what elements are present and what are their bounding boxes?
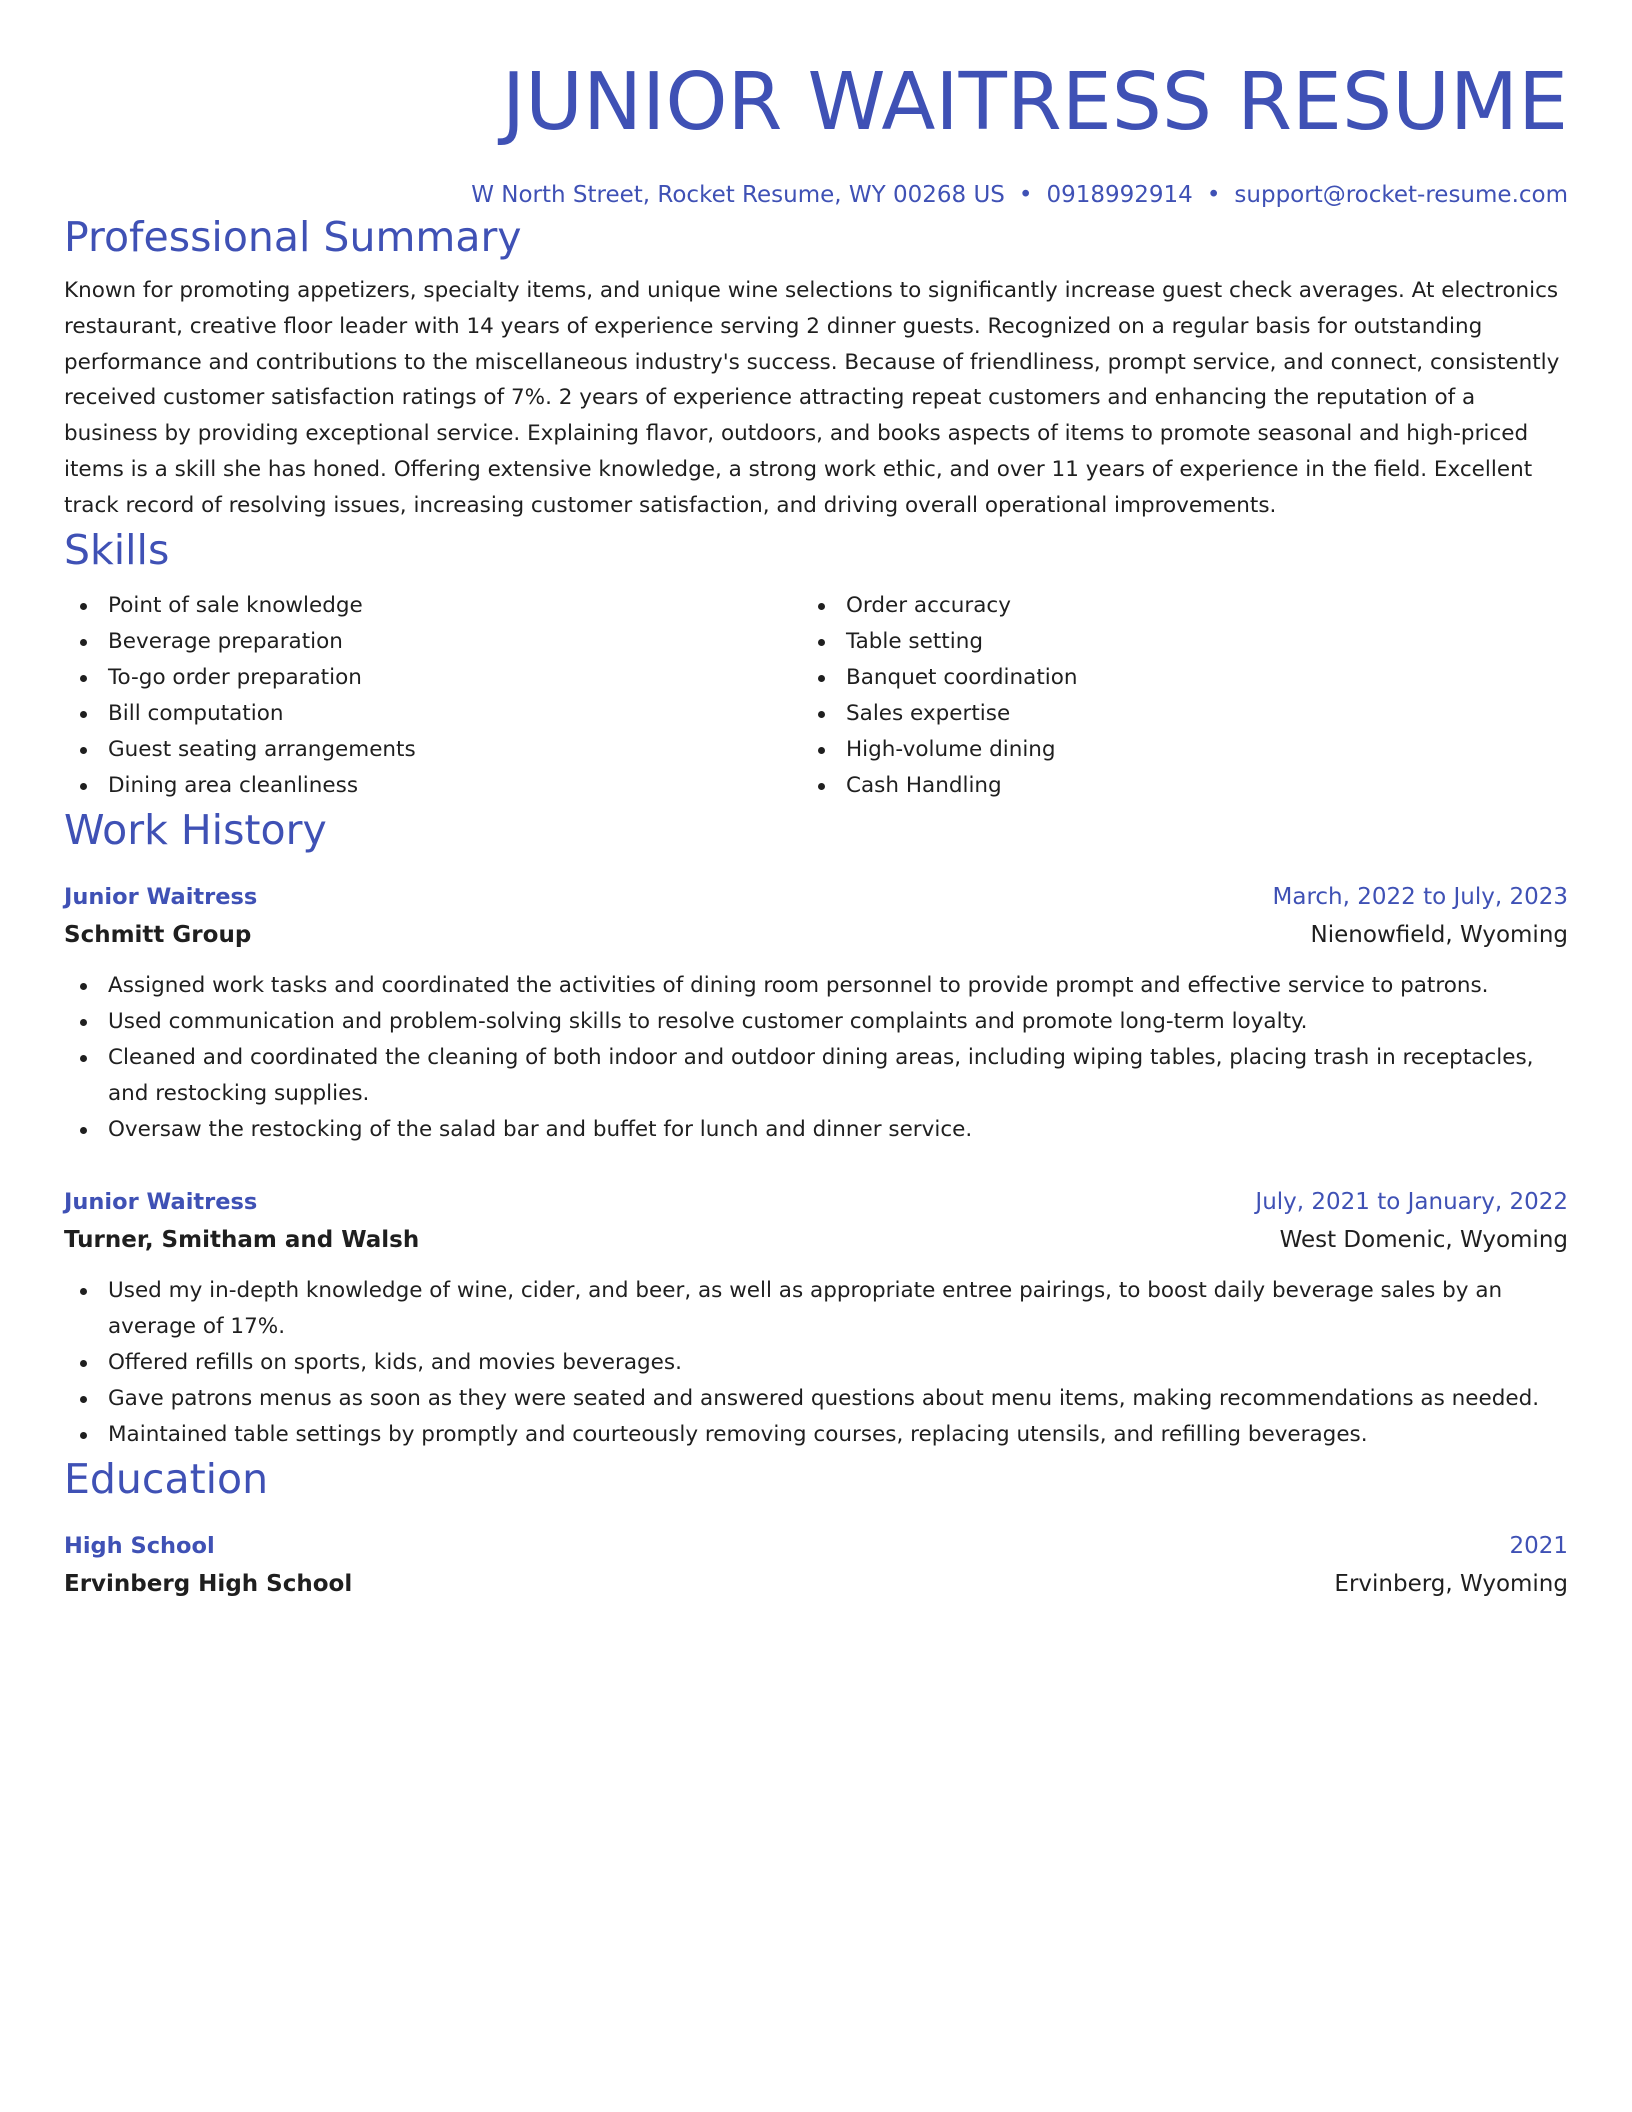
- education-subheader: [64, 1565, 1568, 1603]
- job-header: [64, 878, 1568, 916]
- skills-list: [64, 588, 1568, 804]
- education-entry: [64, 1527, 1568, 1603]
- duty-item: Cleaned and coordinated the cleaning of both indoor and outdoor dining areas, including wiping tables, placing trash in receptacles, and restocking supplies.: [64, 1040, 1568, 1112]
- job-duties: [64, 1273, 1568, 1453]
- duty-item: Oversaw the restocking of the salad bar and buffet for lunch and dinner service.: [64, 1112, 1568, 1148]
- education-header: [64, 1527, 1568, 1565]
- skill-item: Banquet coordination: [802, 660, 1078, 696]
- skill-item: Sales expertise: [802, 696, 1078, 732]
- contact-phone: 0918992914: [1046, 182, 1193, 208]
- job-subheader: [64, 916, 1568, 954]
- job-location: Nienowfield, Wyoming: [1310, 921, 1568, 948]
- contact-email: support@rocket-resume.com: [1234, 182, 1568, 208]
- duty-item: Maintained table settings by promptly and courteously removing courses, replacing utensils, and refilling beverages.: [64, 1417, 1568, 1453]
- job-dates: March, 2022 to July, 2023: [1272, 883, 1568, 910]
- skill-item: High-volume dining: [802, 732, 1078, 768]
- education-school: Ervinberg High School: [64, 1570, 353, 1597]
- contact-line: [64, 179, 1568, 211]
- skill-item: Table setting: [802, 624, 1078, 660]
- job-subheader: [64, 1221, 1568, 1259]
- job-entry: [64, 1183, 1568, 1453]
- skills-column-left: [64, 588, 802, 804]
- education-heading: Education: [64, 1454, 269, 1503]
- summary-heading: Professional Summary: [64, 213, 522, 261]
- skill-item: Beverage preparation: [64, 624, 802, 660]
- job-header: [64, 1183, 1568, 1221]
- job-location: West Domenic, Wyoming: [1279, 1226, 1568, 1253]
- skill-item: Point of sale knowledge: [64, 588, 802, 624]
- job-title: Junior Waitress: [64, 1188, 258, 1215]
- education-year: 2021: [1509, 1532, 1568, 1559]
- resume-title: JUNIOR WAITRESS RESUME: [501, 56, 1568, 148]
- education-location: Ervinberg, Wyoming: [1334, 1570, 1568, 1597]
- job-duties: [64, 968, 1568, 1148]
- duty-item: Gave patrons menus as soon as they were seated and answered questions about menu items, making recommendations as needed.: [64, 1381, 1568, 1417]
- summary-text: Known for promoting appetizers, specialty items, and unique wine selections to significantly increase guest check averages. At electronics restaurant, creative floor leader with 14 years of experience serving 2 dinner guests. Recognized on a regular basis for outstanding performance and contributions to the miscellaneous industry's success. Because of friendliness, prompt service, and connect, consistently received customer satisfaction ratings of 7%. 2 years of experience attracting repeat customers and enhancing the reputation of a business by providing exceptional service. Explaining flavor, outdoors, and books aspects of items to promote seasonal and high-priced items is a skill she has honed. Offering extensive knowledge, a strong work ethic, and over 11 years of experience in the field. Excellent track record of resolving issues, increasing customer satisfaction, and driving overall operational improvements.: [64, 278, 1560, 518]
- skill-item: Bill computation: [64, 696, 802, 732]
- job-employer: Turner, Smitham and Walsh: [64, 1226, 420, 1253]
- duty-item: Assigned work tasks and coordinated the activities of dining room personnel to provide prompt and effective service to patrons.: [64, 968, 1568, 1004]
- job-dates: July, 2021 to January, 2022: [1255, 1188, 1568, 1215]
- duty-item: Offered refills on sports, kids, and movies beverages.: [64, 1345, 1568, 1381]
- skills-column-right: [802, 588, 1078, 804]
- skill-item: Cash Handling: [802, 768, 1078, 804]
- contact-separator: •: [1206, 182, 1221, 208]
- skill-item: Order accuracy: [802, 588, 1078, 624]
- job-title: Junior Waitress: [64, 883, 258, 910]
- skills-heading: Skills: [64, 525, 170, 574]
- duty-item: Used communication and problem-solving skills to resolve customer complaints and promote long-term loyalty.: [64, 1004, 1568, 1040]
- skill-item: To-go order preparation: [64, 660, 802, 696]
- skill-item: Guest seating arrangements: [64, 732, 802, 768]
- duty-item: Used my in-depth knowledge of wine, cider, and beer, as well as appropriate entree pairings, to boost daily beverage sales by an average of 17%.: [64, 1273, 1568, 1345]
- skill-item: Dining area cleanliness: [64, 768, 802, 804]
- work-history-heading: Work History: [64, 805, 327, 854]
- contact-separator: •: [1018, 182, 1033, 208]
- education-degree: High School: [64, 1532, 215, 1559]
- job-employer: Schmitt Group: [64, 921, 252, 948]
- contact-address: W North Street, Rocket Resume, WY 00268 US: [471, 182, 1005, 208]
- job-entry: [64, 878, 1568, 1148]
